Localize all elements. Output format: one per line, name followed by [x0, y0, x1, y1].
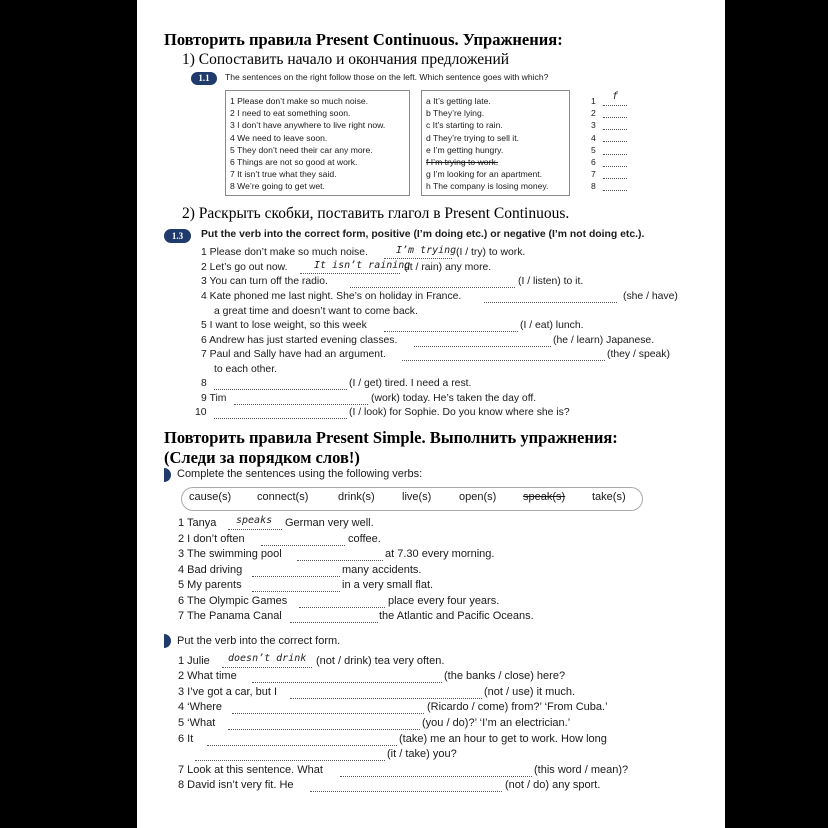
ex13-line-8-start: 8 [201, 378, 207, 389]
right-sentence: g I’m looking for an apartment. [426, 169, 543, 180]
handwritten-answer: f [612, 91, 619, 102]
answer-number: 3 [591, 120, 596, 131]
exB-line-5-end: (you / do)?’ ‘I’m an electrician.’ [422, 717, 571, 729]
exercise-a-marker [164, 468, 171, 482]
answer-number: 7 [591, 169, 596, 180]
exercise-a-instruction: Complete the sentences using the following verbs: [177, 468, 423, 480]
ex13-line-10-end: (I / look) for Sophie. Do you know where she is? [349, 407, 570, 418]
handwritten-answer: speaks [236, 515, 273, 526]
exercise-b-marker [164, 634, 171, 648]
exB-blank[interactable] [290, 698, 482, 699]
exB-line-1-start: 1 Julie [178, 655, 210, 667]
ex13-blank[interactable] [234, 404, 368, 405]
ex13-blank[interactable] [350, 287, 515, 288]
answer-number: 5 [591, 144, 596, 155]
right-sentence: a It’s getting late. [426, 96, 491, 106]
exA-line-2-start: 2 I don’t often [178, 533, 245, 545]
answer-blank[interactable] [603, 190, 627, 191]
ex13-blank[interactable] [214, 418, 347, 419]
ex13-line-4-end: (she / have) [623, 291, 678, 302]
ex13-line-1-start: 1 Please don’t make so much noise. [201, 247, 368, 258]
exB-blank[interactable] [232, 713, 424, 714]
right-sentence: c It’s starting to rain. [426, 120, 503, 131]
ex13-line-7-cont: to each other. [214, 364, 277, 375]
exA-line-7-start: 7 The Panama Canal [178, 610, 282, 622]
answer-blank[interactable] [603, 154, 627, 155]
exB-line-4-end: (Ricardo / come) from?’ ‘From Cuba.’ [427, 701, 608, 713]
verb-option: open(s) [459, 491, 497, 503]
handwritten-answer: doesn’t drink [228, 653, 307, 664]
ex13-line-7-end: (they / speak) [607, 349, 670, 360]
right-sentence: d They’re trying to sell it. [426, 132, 519, 143]
ex13-line-10-start: 10 [195, 407, 207, 418]
ex13-line-2-end: (it / rain) any more. [404, 262, 492, 273]
exA-line-3-start: 3 The swimming pool [178, 548, 282, 560]
ex13-line-7-start: 7 Paul and Sally have had an argument. [201, 349, 386, 360]
exB-line-5-start: 5 ‘What [178, 717, 216, 729]
exA-line-5-end: in a very small flat. [342, 579, 434, 591]
left-sentence: 2 I need to eat something soon. [230, 108, 351, 119]
verb-option: connect(s) [257, 491, 309, 503]
ex13-line-3-start: 3 You can turn off the radio. [201, 276, 328, 287]
answer-blank[interactable] [603, 117, 627, 118]
exercise-badge-1-3: 1.3 [164, 229, 191, 243]
ex13-line-4-cont: a great time and doesn’t want to come back. [214, 306, 418, 317]
exA-blank[interactable] [228, 529, 282, 530]
exB-line-8-start: 8 David isn’t very fit. He [178, 779, 294, 791]
right-sentence: h The company is losing money. [426, 181, 549, 192]
right-sentence: e I’m getting hungry. [426, 144, 504, 155]
exB-blank[interactable] [207, 745, 397, 746]
left-sentence: 6 Things are not so good at work. [230, 157, 358, 168]
ex13-line-5-start: 5 I want to lose weight, so this week [201, 320, 367, 331]
exercise-badge-1-1: 1.1 [191, 72, 217, 85]
ex13-line-2-start: 2 Let’s go out now. [201, 262, 288, 273]
right-sentence: b They’re lying. [426, 108, 485, 119]
left-sentence: 1 Please don’t make so much noise. [230, 96, 369, 106]
exercise-b-instruction: Put the verb into the correct form. [177, 635, 341, 647]
left-sentence: 3 I don’t have anywhere to live right now. [230, 120, 386, 131]
exB-blank[interactable] [222, 667, 312, 668]
exB-blank[interactable] [340, 776, 532, 777]
answer-numbers [591, 95, 596, 193]
answer-number: 6 [591, 157, 596, 168]
answer-blank[interactable] [603, 141, 627, 142]
exA-line-6-start: 6 The Olympic Games [178, 595, 288, 607]
exB-line-2-end: (the banks / close) here? [444, 670, 566, 682]
exB-blank[interactable] [310, 791, 502, 792]
heading-present-simple: Повторить правила Present Simple. Выполнить упражнения: [164, 428, 618, 447]
exB-line-8-end: (not / do) any sport. [505, 779, 601, 791]
ex13-line-9-start: 9 Tim [201, 393, 227, 404]
verb-option: cause(s) [189, 491, 232, 503]
exA-blank[interactable] [297, 560, 383, 561]
exA-line-7-end: the Atlantic and Pacific Oceans. [379, 610, 534, 622]
exB-blank[interactable] [195, 760, 385, 761]
worksheet-page [137, 0, 725, 828]
heading-present-continuous: Повторить правила Present Continuous. Упражнения: [164, 30, 563, 49]
exA-blank[interactable] [299, 607, 385, 608]
exA-line-1-end: German very well. [285, 517, 374, 529]
ex13-blank[interactable] [214, 389, 347, 390]
exA-line-6-end: place every four years. [388, 595, 500, 607]
exA-line-4-end: many accidents. [342, 564, 422, 576]
answer-number: 4 [591, 132, 596, 143]
ex13-line-5-end: (I / eat) lunch. [520, 320, 584, 331]
right-sentences-list [426, 95, 548, 193]
exA-blank[interactable] [261, 545, 345, 546]
exA-blank[interactable] [252, 591, 340, 592]
handwritten-answer: I’m trying [396, 245, 457, 256]
answer-number: 2 [591, 108, 596, 119]
ex13-line-6-end: (he / learn) Japanese. [553, 335, 655, 346]
exB-line-6-cont: (it / take) you? [387, 748, 457, 760]
exB-blank[interactable] [252, 682, 442, 683]
answer-number: 8 [591, 181, 596, 192]
verb-option: drink(s) [338, 491, 375, 503]
exB-line-4-start: 4 ‘Where [178, 701, 223, 713]
ex13-line-9-end: (work) today. He’s taken the day off. [371, 393, 537, 404]
exA-blank[interactable] [290, 622, 378, 623]
exercise-1-1-instruction: The sentences on the right follow those on the left. Which sentence goes with which? [225, 72, 549, 82]
ex13-line-8-end: (I / get) tired. I need a rest. [349, 378, 472, 389]
exB-line-3-end: (not / use) it much. [484, 686, 576, 698]
answer-blank[interactable] [603, 178, 627, 179]
exB-line-2-start: 2 What time [178, 670, 237, 682]
ex13-blank[interactable] [384, 258, 452, 259]
verb-option-used: speak(s) [523, 491, 566, 503]
exB-line-6-end: (take) me an hour to get to work. How long [399, 733, 607, 745]
exB-line-3-start: 3 I’ve got a car, but I [178, 686, 278, 698]
exB-blank[interactable] [228, 729, 420, 730]
heading-word-order: (Следи за порядком слов!) [164, 448, 360, 467]
exA-line-1-start: 1 Tanya [178, 517, 217, 529]
exA-line-5-start: 5 My parents [178, 579, 242, 591]
ex13-blank[interactable] [402, 360, 605, 361]
exB-line-1-end: (not / drink) tea very often. [316, 655, 445, 667]
exB-line-7-end: (this word / mean)? [534, 764, 629, 776]
right-sentence: f I’m trying to work. [426, 157, 499, 168]
exA-line-2-end: coffee. [348, 533, 381, 545]
verb-option: take(s) [592, 491, 626, 503]
answer-blank[interactable] [603, 129, 627, 130]
ex13-line-6-start: 6 Andrew has just started evening classes. [201, 335, 398, 346]
ex13-blank[interactable] [414, 346, 551, 347]
ex13-line-4-start: 4 Kate phoned me last night. She’s on holiday in France. [201, 291, 462, 302]
exercise-1-3-instruction: Put the verb into the correct form, positive (I’m doing etc.) or negative (I’m not doing etc.). [201, 229, 645, 240]
left-sentence: 7 It isn’t true what they said. [230, 169, 337, 180]
exB-line-6-start: 6 It [178, 733, 194, 745]
left-sentence: 5 They don’t need their car any more. [230, 144, 373, 155]
answer-blank[interactable] [603, 105, 627, 106]
answer-blank[interactable] [603, 166, 627, 167]
ex13-blank[interactable] [384, 331, 518, 332]
ex13-line-1-end: (I / try) to work. [456, 247, 526, 258]
ex13-line-3-end: (I / listen) to it. [518, 276, 584, 287]
left-sentence: 8 We’re going to get wet. [230, 181, 325, 192]
left-sentences-list [230, 95, 385, 193]
handwritten-answer: It isn’t raining [314, 260, 411, 271]
task-1-title: 1) Сопоставить начало и окончания предложений [182, 51, 510, 68]
answer-number: 1 [591, 96, 596, 106]
exA-line-3-end: at 7.30 every morning. [385, 548, 495, 560]
exB-line-7-start: 7 Look at this sentence. What [178, 764, 323, 776]
exA-blank[interactable] [252, 576, 340, 577]
task-2-title: 2) Раскрыть скобки, поставить глагол в Present Continuous. [182, 205, 570, 222]
left-sentence: 4 We need to leave soon. [230, 132, 328, 143]
exA-line-4-start: 4 Bad driving [178, 564, 243, 576]
ex13-blank[interactable] [484, 302, 617, 303]
verb-option: live(s) [402, 491, 432, 503]
ex13-blank[interactable] [300, 273, 400, 274]
